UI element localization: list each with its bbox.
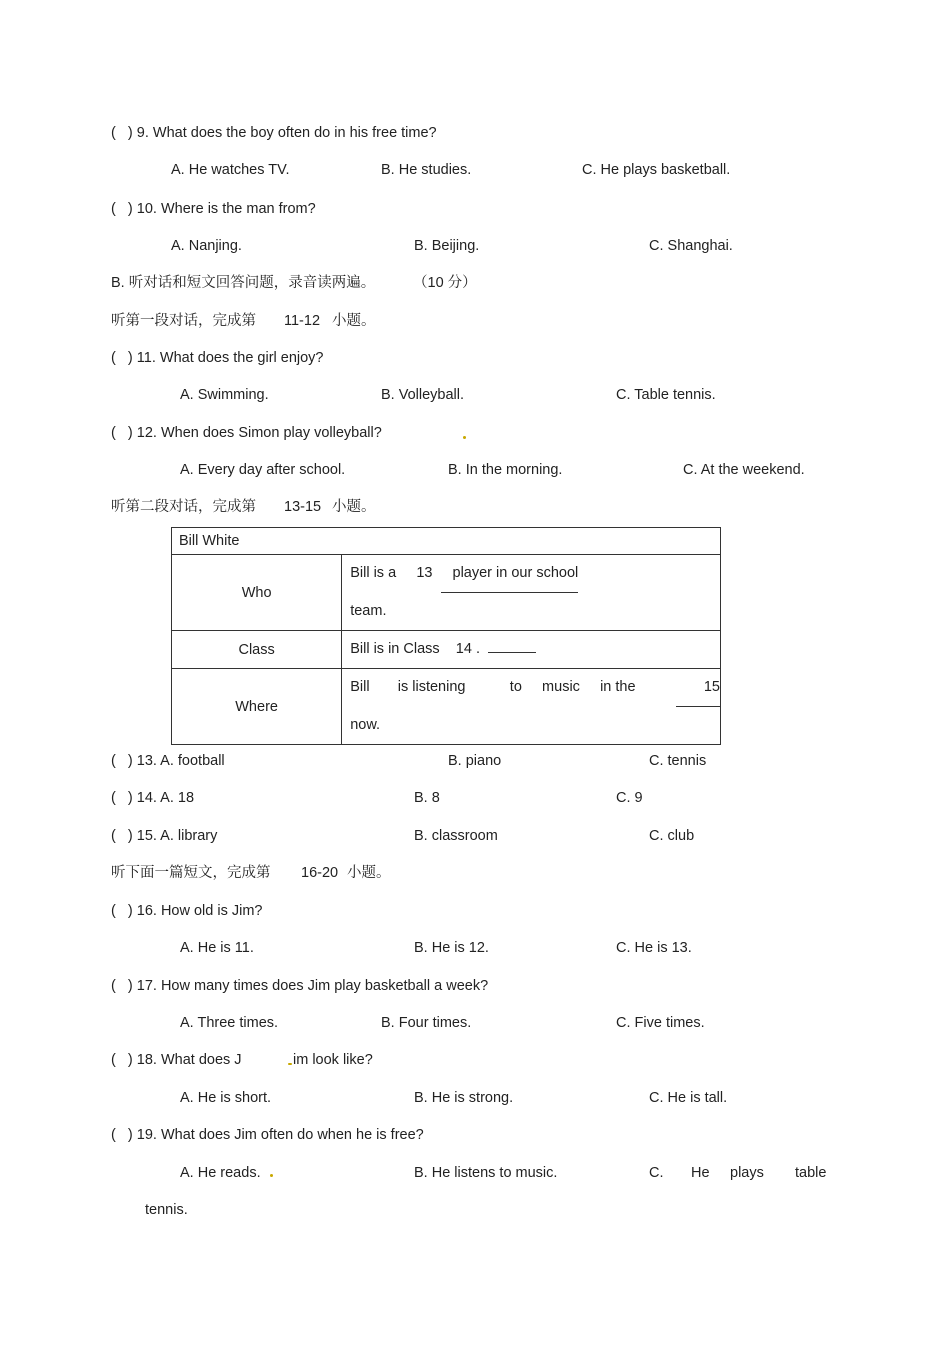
option-c: C. Five times. [616, 1015, 705, 1031]
blank-line [441, 555, 579, 593]
option-a: A. Nanjing. [171, 238, 242, 254]
option-c-word: table [795, 1165, 827, 1181]
question-stem: ( ) 15. A. library [111, 828, 218, 844]
instruction-label: 听第二段对话，完成第 [111, 499, 256, 515]
option-c: C. tennis [649, 753, 707, 769]
instruction-range: 11-12 [284, 313, 321, 329]
option-c: C. club [649, 828, 695, 844]
option-c: C. 9 [616, 790, 643, 806]
question-stem: ( ) 17. How many times does Jim play basketball a week? [111, 978, 489, 994]
option-c-word: He [691, 1165, 710, 1181]
option-a: A. Swimming. [180, 387, 269, 403]
option-c-word: plays [730, 1165, 764, 1181]
table-row [172, 669, 721, 745]
option-b: B. He is 12. [414, 940, 489, 956]
question-stem-cont: im look like? [293, 1052, 373, 1068]
option-b: B. He studies. [381, 162, 472, 178]
row-body-class [342, 631, 721, 669]
option-c: C. Table tennis. [616, 387, 716, 403]
option-c-letter: C. [649, 1165, 664, 1181]
option-b: B. classroom [414, 828, 498, 844]
question-stem: ( ) 9. What does the boy often do in his free time? [111, 125, 437, 141]
instruction-suffix: 小题。 [347, 865, 391, 881]
cell-text: player in our school [452, 565, 579, 581]
row-label-where: Where [172, 669, 342, 745]
speck-mark [463, 436, 466, 439]
cell-text: team. [350, 603, 387, 619]
blank-number: 14 . [455, 641, 480, 657]
option-c: C. At the weekend. [683, 462, 805, 478]
blank-number: 15 [703, 679, 720, 695]
instruction-range: 13-15 [284, 499, 322, 515]
instruction-suffix: 小题。 [332, 313, 376, 329]
option-a: A. He reads. [180, 1165, 261, 1181]
cell-text: to [509, 679, 522, 695]
cell-text: is listening [397, 679, 466, 695]
question-stem: ( ) 10. Where is the man from? [111, 201, 316, 217]
question-stem: ( ) 11. What does the girl enjoy? [111, 350, 324, 366]
info-table [171, 527, 721, 745]
cell-text: Bill [350, 679, 370, 695]
question-stem: ( ) 18. What does J [111, 1052, 242, 1068]
table-row [172, 555, 721, 631]
table-header: Bill White [172, 528, 721, 555]
option-a: A. He is 11. [180, 940, 254, 956]
blank-line [676, 669, 720, 707]
option-b: B. He is strong. [414, 1090, 514, 1106]
option-c: C. He plays basketball. [582, 162, 731, 178]
row-body-who [342, 555, 721, 631]
option-b: B. 8 [414, 790, 440, 806]
question-stem: ( ) 19. What does Jim often do when he is free? [111, 1127, 424, 1143]
option-b: B. Beijing. [414, 238, 480, 254]
option-c-word: tennis. [145, 1202, 188, 1218]
option-c: C. He is 13. [616, 940, 692, 956]
cell-text: now. [350, 717, 381, 733]
question-stem: ( ) 16. How old is Jim? [111, 903, 263, 919]
table-row [172, 631, 721, 669]
option-b: B. Volleyball. [381, 387, 465, 403]
cell-text: Bill is in Class [350, 641, 440, 657]
instruction-label: 听下面一篇短文，完成第 [111, 865, 271, 881]
option-a: A. Three times. [180, 1015, 279, 1031]
option-b: B. He listens to music. [414, 1165, 558, 1181]
row-label-class: Class [172, 631, 342, 669]
option-a: A. Every day after school. [180, 462, 346, 478]
instruction-range: 16-20 [301, 865, 339, 881]
option-c: C. He is tall. [649, 1090, 728, 1106]
instruction-label: 听第一段对话，完成第 [111, 313, 256, 329]
option-a: A. He is short. [180, 1090, 272, 1106]
cell-text: music [542, 679, 580, 695]
question-stem: ( ) 12. When does Simon play volleyball? [111, 425, 382, 441]
section-score: （10 分） [413, 275, 477, 291]
option-b: B. In the morning. [448, 462, 563, 478]
section-title: B. 听对话和短文回答问题，录音读两遍。 [111, 275, 376, 291]
speck-mark [288, 1063, 292, 1065]
speck-mark [270, 1174, 273, 1177]
option-b: B. piano [448, 753, 502, 769]
question-stem: ( ) 13. A. football [111, 753, 225, 769]
blank-line [488, 638, 536, 653]
option-b: B. Four times. [381, 1015, 472, 1031]
question-stem: ( ) 14. A. 18 [111, 790, 195, 806]
blank-number: 13 [416, 565, 433, 581]
cell-text: in the [600, 679, 636, 695]
option-c: C. Shanghai. [649, 238, 733, 254]
instruction-suffix: 小题。 [332, 499, 376, 515]
row-body-where [342, 669, 721, 745]
option-a: A. He watches TV. [171, 162, 290, 178]
row-label-who: Who [172, 555, 342, 631]
cell-text: Bill is a [350, 565, 397, 581]
